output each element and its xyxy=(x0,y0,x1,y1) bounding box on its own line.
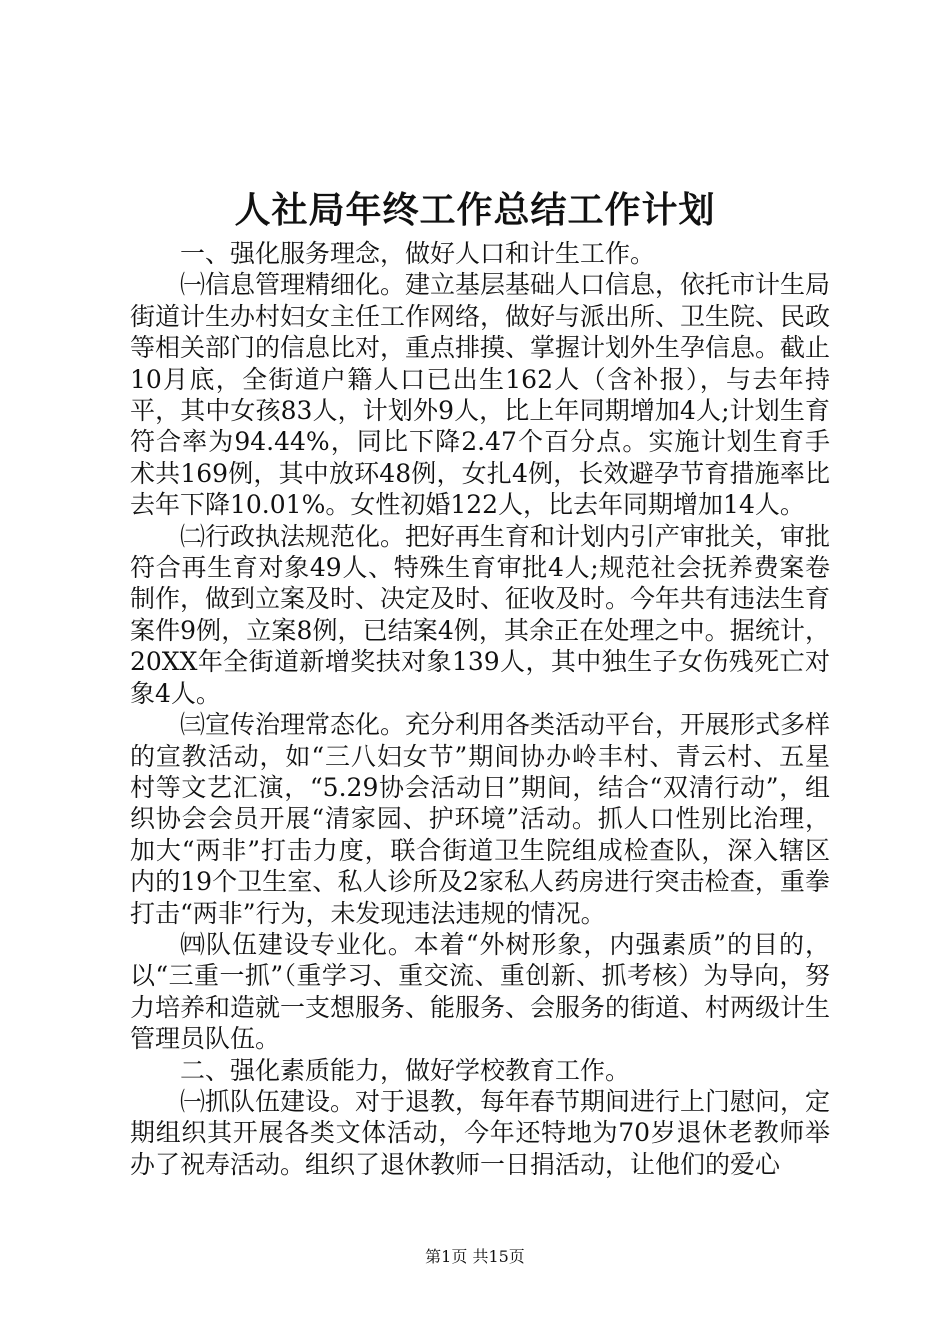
paragraph-law-enforcement: ㈡行政执法规范化。把好再生育和计划内引产审批关，审批符合再生育对象49人、特殊生育审批4人;规范社会抚养费案卷制作，做到立案及时、决定及时、征收及时。今年共有违法生育案件9例，立案8例，已结案4例，其余正在处理之中。据统计，20XX年全街道新增奖扶对象139人，其中独生子女伤残死亡对象4人。 xyxy=(130,521,831,708)
page-footer: 第1页 共15页 xyxy=(425,1247,525,1266)
paragraph-info-management: ㈠信息管理精细化。建立基层基础人口信息，依托市计生局街道计生办村妇女主任工作网络，做好与派出所、卫生院、民政等相关部门的信息比对，重点排摸、掌握计划外生孕信息。截止10月底，全街道户籍人口已出生162人（含补报），与去年持平，其中女孩83人，计划外9人，比上年同期增加4人;计划生育符合率为94.44%，同比下降2.47个百分点。实施计划生育手术共169例，其中放环48例，女扎4例，长效避孕节育措施率比去年下降10.01%。女性初婚122人，比去年同期增加14人。 xyxy=(130,270,831,520)
paragraph-staff-building: ㈠抓队伍建设。对于退教，每年春节期间进行上门慰问，定期组织其开展各类文体活动，今年还特地为70岁退休老教师举办了祝寿活动。组织了退休教师一日捐活动，让他们的爱心 xyxy=(130,1086,831,1179)
document-title: 人社局年终工作总结工作计划 xyxy=(234,189,716,231)
paragraph-team-building: ㈣队伍建设专业化。本着“外树形象，内强素质”的目的，以“三重一抓”（重学习、重交流、重创新、抓考核）为导向，努力培养和造就一支想服务、能服务、会服务的街道、村两级计生管理员队伍。 xyxy=(130,929,831,1054)
document-body xyxy=(130,238,830,1180)
paragraph-publicity: ㈢宣传治理常态化。充分利用各类活动平台，开展形式多样的宣教活动，如“三八妇女节”期间协办岭丰村、青云村、五星村等文艺汇演，“5.29协会活动日”期间，结合“双清行动”，组织协会会员开展“清家园、护环境”活动。抓人口性别比治理，加大“两非”打击力度，联合街道卫生院组成检查队，深入辖区内的19个卫生室、私人诊所及2家私人药房进行突击检查，重拳打击“两非”行为，未发现违法违规的情况。 xyxy=(130,710,831,928)
section-heading-1: 一、强化服务理念，做好人口和计生工作。 xyxy=(180,239,656,268)
section-heading-2: 二、强化素质能力，做好学校教育工作。 xyxy=(180,1055,631,1085)
